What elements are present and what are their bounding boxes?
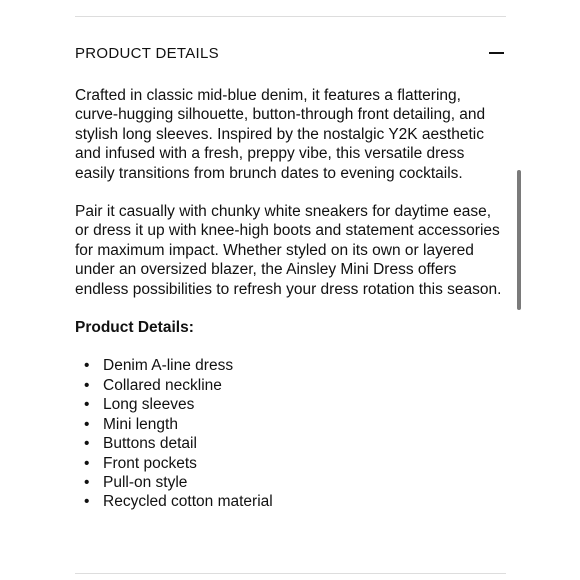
list-item: • Front pockets <box>75 454 507 473</box>
list-item: • Long sleeves <box>75 395 507 414</box>
details-list <box>75 356 507 511</box>
description-paragraph-1: Crafted in classic mid-blue denim, it features a flattering, curve-hugging silhouette, button-through front detailing, and stylish long sleeves. Inspired by the nostalgic Y2K aesthetic and infused with a fresh, preppy vibe, this versatile dress easily transitions from brunch dates to evening cocktails. <box>75 87 486 182</box>
list-item: • Buttons detail <box>75 434 507 453</box>
list-item: • Denim A-line dress <box>75 356 507 375</box>
bottom-divider <box>75 573 506 574</box>
list-item: • Collared neckline <box>75 376 507 395</box>
top-divider <box>75 16 506 17</box>
product-details-accordion-header[interactable] <box>75 40 506 66</box>
accordion-title: PRODUCT DETAILS <box>75 44 219 62</box>
list-item: • Mini length <box>75 415 507 434</box>
scrollbar-thumb[interactable] <box>517 170 521 310</box>
details-heading: Product Details: <box>75 319 194 337</box>
accordion-content <box>75 86 507 512</box>
minus-icon[interactable] <box>489 52 504 54</box>
list-item: • Pull-on style <box>75 473 507 492</box>
list-item: • Recycled cotton material <box>75 492 507 511</box>
description-paragraph-2: Pair it casually with chunky white sneakers for daytime ease, or dress it up with knee-high boots and statement accessories for maximum impact. Whether styled on its own or layered under an oversized blazer, the Ainsley Mini Dress offers endless possibilities to refresh your dress rotation this season. <box>75 203 502 298</box>
